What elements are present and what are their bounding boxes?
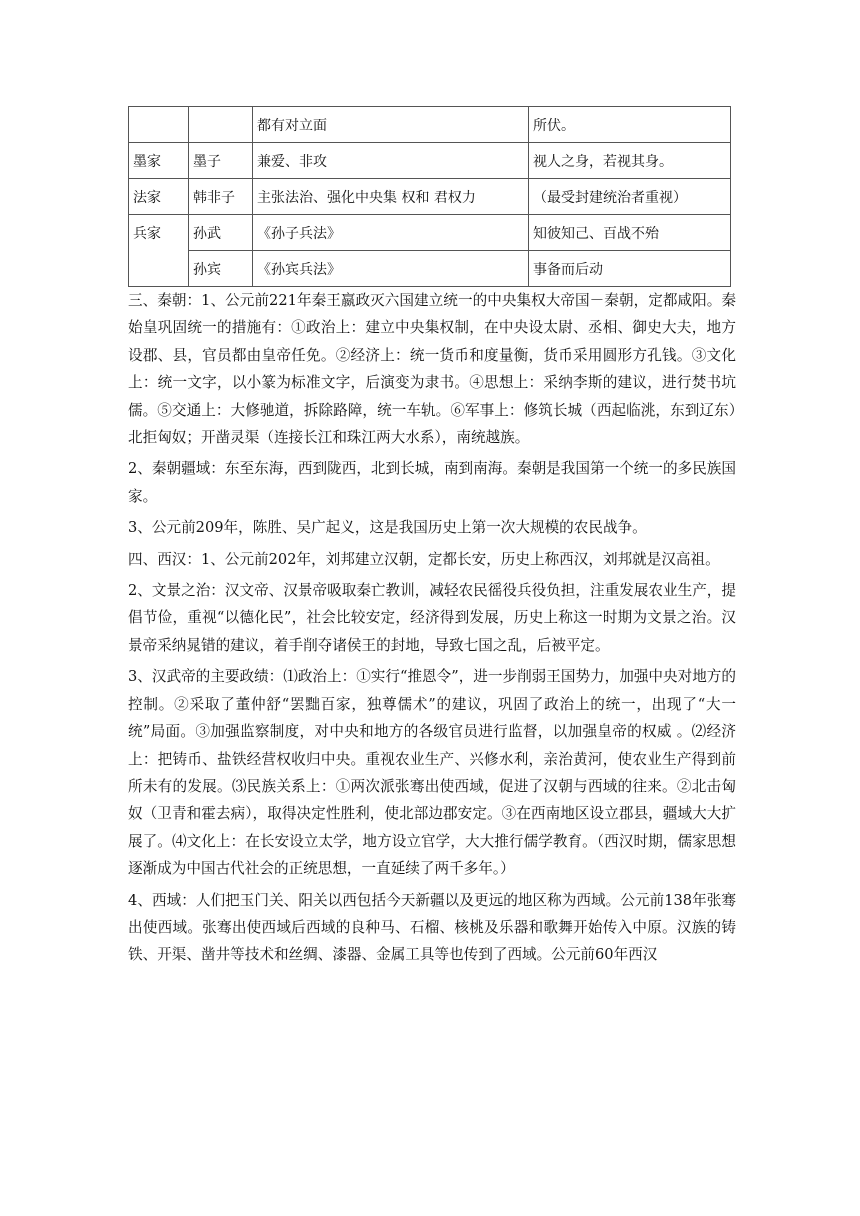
table-row	[129, 215, 731, 251]
paragraph-han-wudi: 3、汉武帝的主要政绩：⑴政治上：①实行“推恩令”，进一步削弱王国势力，加强中央对地方的控制。②采取了董仲舒“罢黜百家，独尊儒术”的建议，巩固了政治上的统一，出现了“大一统”局面。③加强监察制度，对中央和地方的各级官员进行监督，以加强皇帝的权威 。⑵经济上：把铸币、盐铁经营权收归中央。重视农业生产、兴修水利，亲治黄河，使农业生产得到前所未有的发展。⑶民族关系上：①两次派张骞出使西域，促进了汉朝与西域的往来。②北击匈奴（卫青和霍去病），取得决定性胜利，使北部边郡安定。③在西南地区设立郡县，疆域大大扩展了。⑷文化上：在长安设立太学，地方设立官学，大大推行儒学教育。（西汉时期，儒家思想逐渐成为中国古代社会的正统思想，一直延续了两千多年。）	[128, 668, 736, 878]
table-row	[129, 179, 731, 215]
table-row	[129, 143, 731, 179]
idea-cell: 兼爱、非攻	[253, 143, 529, 179]
paragraph-peasant-uprising: 3、公元前209年，陈胜、吴广起义，这是我国历史上第一次大规模的农民战争。	[128, 519, 647, 537]
person-cell: 墨子	[189, 143, 253, 179]
person-cell: 孙武	[189, 215, 253, 251]
paragraph-qin-territory: 2、秦朝疆域：东至东海，西到陇西，北到长城，南到南海。秦朝是我国第一个统一的多民族国家。	[128, 460, 736, 505]
school-cell: 兵家	[129, 215, 189, 287]
quote-cell: 事备而后动	[529, 251, 731, 287]
idea-cell: 《孙子兵法》	[253, 215, 529, 251]
quote-cell: 知彼知己、百战不殆	[529, 215, 731, 251]
paragraph-qin-dynasty: 三、秦朝：1、公元前221年秦王嬴政灭六国建立统一的中央集权大帝国－秦朝，定都咸阳。秦始皇巩固统一的措施有：①政治上：建立中央集权制，在中央设太尉、丞相、御史大夫，地方设郡、县，官员都由皇帝任免。②经济上：统一货币和度量衡，货币采用圆形方孔钱。③文化上：统一文字，以小篆为标准文字，后演变为隶书。④思想上：采纳李斯的建议，进行焚书坑儒。⑤交通上：大修驰道，拆除路障，统一车轨。⑥军事上：修筑长城（西起临洮，东到辽东）北拒匈奴；开凿灵渠（连接长江和珠江两大水系），南统越族。	[128, 292, 736, 447]
schools-of-thought-table	[128, 106, 731, 287]
quote-cell: （最受封建统治者重视）	[529, 179, 731, 215]
idea-cell: 主张法治、强化中央集 权和 君权力	[253, 179, 529, 215]
person-cell: 孙宾	[189, 251, 253, 287]
person-cell	[189, 107, 253, 143]
quote-cell: 视人之身，若视其身。	[529, 143, 731, 179]
table-row	[129, 251, 731, 287]
school-cell	[129, 107, 189, 143]
paragraph-western-han: 四、西汉：1、公元前202年，刘邦建立汉朝，定都长安，历史上称西汉，刘邦就是汉高祖。	[128, 550, 720, 568]
paragraph-western-regions: 4、西域：人们把玉门关、阳关以西包括今天新疆以及更远的地区称为西域。公元前138年张骞出使西域。张骞出使西域后西域的良种马、石榴、核桃及乐器和歌舞开始传入中原。汉族的铸铁、开渠、凿井等技术和丝绸、漆器、金属工具等也传到了西域。公元前60年西汉	[128, 891, 736, 964]
school-cell: 墨家	[129, 143, 189, 179]
person-cell: 韩非子	[189, 179, 253, 215]
quote-cell: 所伏。	[529, 107, 731, 143]
idea-cell: 都有对立面	[253, 107, 529, 143]
idea-cell: 《孙宾兵法》	[253, 251, 529, 287]
body-text	[128, 287, 736, 973]
table-row	[129, 107, 731, 143]
school-cell: 法家	[129, 179, 189, 215]
paragraph-wen-jing-rule: 2、文景之治：汉文帝、汉景帝吸取秦亡教训，减轻农民徭役兵役负担，注重发展农业生产，提倡节俭，重视“以德化民”，社会比较安定，经济得到发展，历史上称这一时期为文景之治。汉景帝采纳晁错的建议，着手削夺诸侯王的封地，导致七国之乱，后被平定。	[128, 582, 736, 654]
